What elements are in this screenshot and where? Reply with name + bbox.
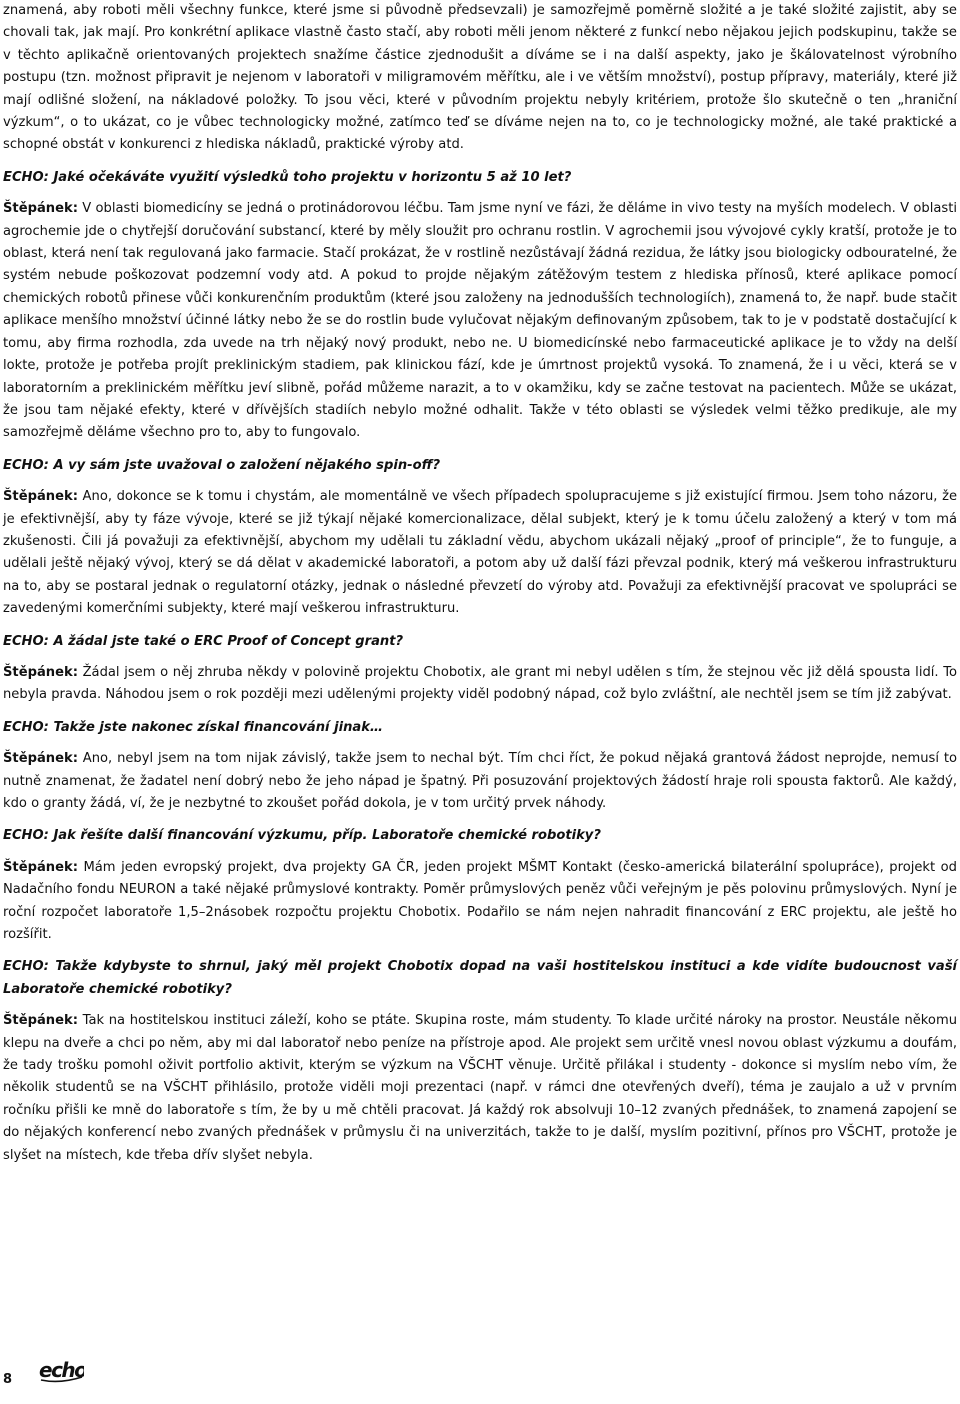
question-3: ECHO: A žádal jste také o ERC Proof of Concept grant? [3,633,404,649]
page-footer [0,1356,960,1396]
speaker-label: Štěpánek: [3,664,78,680]
article-body [3,0,957,1167]
speaker-label: Štěpánek: [3,489,78,505]
question-1: ECHO: Jaké očekáváte využití výsledků toho projektu v horizontu 5 až 10 let? [3,169,572,185]
question-5: ECHO: Jak řešíte další financování výzkumu, příp. Laboratoře chemické robotiky? [3,828,601,844]
answer-text: Mám jeden evropský projekt, dva projekty GA ČR, jeden projekt MŠMT Kontakt (česko-americká bilaterální spolupráce), projekt od Nadačního fondu NEURON a také nějaké průmyslové kontrakty. Poměr průmyslových peněz vůči veřejným je pěs polovinu průmyslových. Nyní je roční rozpočet laboratoře 1,5–2násobek rozpočtu projektu Chobotix. Podařilo se nám nejen nahradit financování z ERC projektu, ale ještě ho rozšířit. [3,859,957,943]
answer-text: Tak na hostitelskou instituci záleží, koho se ptáte. Skupina roste, mám studenty. To klade určité nároky na prostor. Neustále někomu klepu na dveře a chci po něm, aby mi dal laboratoř nebo peníze na přístroje apod. Ale projekt sem určitě vnesl novou oblast výzkumu a doufám, že tady trošku pomohl oživit portfolio aktivit, kterým se výzkum na VŠCHT věnuje. Určitě přilákal i studenty - dokonce si myslím nebo vím, že několik studentů se na VŠCHT přihlásilo, protože viděli moji prezentaci (např. v rámci dne otevřených dveří), téma je zaujalo a už v prvním ročníku přišli ke mně do laboratoře s tím, že by u mě chtěli pracovat. Já každý rok absolvuji 10–12 zvaných přednášek, to znamená zapojení se do nějakých konferencí nebo zvaných přednášek v průmyslu či na univerzitách, takže to je další, myslím pozitivní, přínos pro VŠCHT, protože je slyšet na místech, kde třeba dřív slyšet nebyla. [3,1013,957,1163]
echo-logo [38,1356,84,1388]
question-6: ECHO: Takže kdybyste to shrnul, jaký měl projekt Chobotix dopad na vaši hostitelskou instituci a kde vidíte budoucnost vaší Laboratoře chemické robotiky? [3,959,957,997]
answer-text: Ano, nebyl jsem na tom nijak závislý, takže jsem to nechal být. Tím chci říct, že pokud nějaká grantová žádost neprojde, nemusí to nutně znamenat, že žadatel není dobrý nebo že jeho nápad je špatný. Při posuzování projektových žádostí hraje roli spousta faktorů. Ale každý, kdo o granty žádá, ví, že je nezbytné to zkoušet pořád dokola, je v tom určitý prvek náhody. [3,751,957,811]
svg-text:echo: echo [39,1358,84,1382]
speaker-label: Štěpánek: [3,1013,78,1029]
answer-1 [3,198,957,444]
answer-text: V oblasti biomedicíny se jedná o protinádorovou léčbu. Tam jsme nyní ve fázi, že děláme in vivo testy na myších modelech. V oblasti agrochemie jde o chytřejší doručování substancí, které by měly sloužit pro ochranu rostlin. V agrochemii jsou vývojové cykly kratší, protože je to oblast, která není tak regulovaná jako farmacie. Stačí prokázat, že v rostlině nezůstávají žádná rezidua, že látky jsou biologicky odbouratelné, že systém nebude poškozovat podzemní vody atd. A pokud to projde nějakým zátěžovým testem z hlediska přínosů, které aplikace pomocí chemických robotů přinese vůči konkurenčním produktům (které jsou založeny na jednodušších technologiích), znamená to, že např. bude stačit aplikace menšího množství účinné látky nebo že se do rostlin bude vylučovat nějakým definovaným způsobem, tak to je v podstatě dostačující k tomu, aby firma rozhodla, zda uvede na trh nějaký nový produkt, nebo ne. U biomedicínské nebo farmaceutické aplikace je to vždy na delší lokte, protože je potřeba projít preklinickým stadiem, pak klinickou fází, kde je úmrtnost projektů vysoká. To znamená, že i u věci, která se v laboratorním a preklinickém měřítku jeví slibně, pořád můžeme narazit, a to v okamžiku, kdy se začne testovat na pacientech. Může se ukázat, že jsou tam nějaké efekty, které v dřívějších stadiích nebylo možné odhalit. Takže v této oblasti se výsledek velmi těžko predikuje, ale my samozřejmě děláme všechno pro to, aby to fungovalo. [3,201,957,441]
question-4: ECHO: Takže jste nakonec získal financování jinak… [3,719,384,735]
answer-text: Žádal jsem o něj zhruba někdy v polovině projektu Chobotix, ale grant mi nebyl udělen s tím, že stejnou věc již dělá spousta lidí. To nebyla pravda. Náhodou jsem o rok později mezi udělenými projekty viděl podobný nápad, což bylo zvláštní, ale nechtěl jsem se tím již zabývat. [3,664,957,703]
answer-4 [3,748,957,815]
answer-5 [3,857,957,947]
speaker-label: Štěpánek: [3,751,78,767]
speaker-label: Štěpánek: [3,859,78,875]
question-2: ECHO: A vy sám jste uvažoval o založení nějakého spin-off? [3,457,441,473]
answer-text: Ano, dokonce se k tomu i chystám, ale momentálně ve všech případech spolupracujeme s již existující firmou. Jsem toho názoru, že je efektivnější, aby ty fáze vývoje, které se již týkají nějaké komercionalizace, dělal subjekt, který je k tomu účelu založený a který v tom má zkušenosti. Čili já považuji za efektivnější, abychom my udělali tu základní vědu, abychom ukázali nějaký „proof of principle“, že to funguje, a udělali ještě nějaký vývoj, který se dá dělat v akademické laboratoři, a potom aby už další fázi převzal podnik, který má veškerou infrastrukturu na to, aby se postaral jednak o regulatorní otázky, jednak o následné převzetí do výroby atd. Považuji za efektivnější pracovat ve spolupráci se zavedenými komerčními subjekty, které mají veškerou infrastrukturu. [3,489,957,617]
speaker-label: Štěpánek: [3,201,78,217]
answer-6 [3,1010,957,1167]
answer-3 [3,662,957,707]
paragraph-intro: znamená, aby roboti měli všechny funkce, které jsme si původně předsevzali) je samozřejmě poměrně složité a je také složité zajistit, aby se chovali tak, jak mají. Pro konkrétní aplikace vlastně často stačí, aby roboti měli jenom některé z funkcí nebo nějakou jejich podskupinu, takže se v těchto aplikačně orientovaných projektech snažíme částice zjednodušit a díváme se i na další aspekty, jako je škálovatelnost výrobního postupu (tzn. možnost připravit je nejenom v laboratoři v miligramovém měřítku, ale i ve větším množství), postup přípravy, materiály, které již mají odlišné složení, na nákladové položky. To jsou věci, které v původním projektu nebyly kritériem, protože šlo skutečně o ten „hraniční výzkum“, o to ukázat, co je vůbec technologicky možné, zatímco teď se díváme nejen na to, co je technologicky možné, ale také praktické a schopné obstát v konkurenci z hlediska nákladů, praktické výroby atd. [3,3,957,153]
page-number: 8 [3,1372,13,1387]
answer-2 [3,486,957,620]
